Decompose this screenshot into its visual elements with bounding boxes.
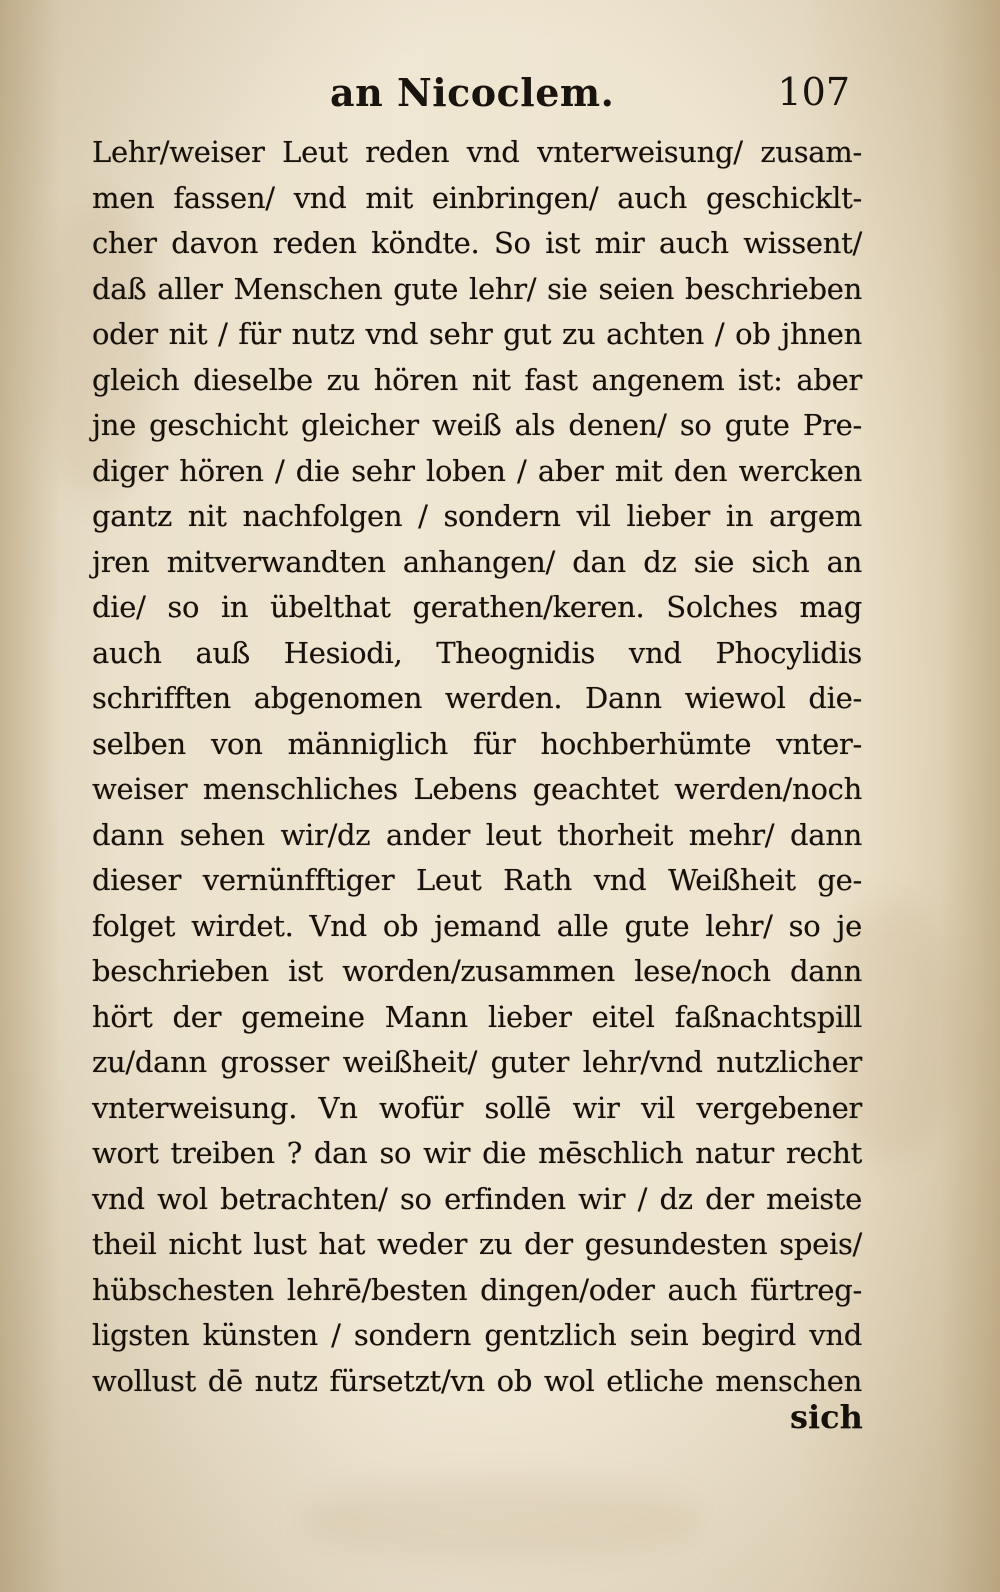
text-line: vnterweisung. Vn wofür sollē wir vil vergebener [92, 1090, 862, 1125]
text-line: Lehr/weiser Leut reden vnd vnterweisung/ zusam- [92, 135, 862, 169]
text-line: wort treiben ? dan so wir die mēschlich natur recht [92, 1136, 862, 1170]
text-line: zu/dann grosser weißheit/ guter lehr/vnd nutzlicher [92, 1045, 862, 1079]
text-line: diger hören / die sehr loben / aber mit den wercken [92, 453, 862, 488]
paper-stain [300, 1480, 700, 1560]
text-line: dann sehen wir/dz ander leut thorheit mehr/ dann [92, 817, 862, 852]
text-line: beschrieben ist worden/zusammen lese/noch dann [92, 954, 862, 988]
text-line: schrifften abgenomen werden. Dann wiewol die- [92, 681, 862, 715]
text-line: vnd wol betrachten/ so erfinden wir / dz der meiste [92, 1181, 862, 1216]
page-number: 107 [777, 70, 850, 114]
catchword: sich [790, 1398, 863, 1436]
text-line: theil nicht lust hat weder zu der gesundesten speis/ [92, 1227, 862, 1261]
page-header [0, 70, 1000, 130]
text-line: oder nit / für nutz vnd sehr gut zu achten / ob jhnen [92, 317, 862, 351]
text-line: weiser menschliches Lebens geachtet werden/noch [92, 772, 862, 806]
text-line: men fassen/ vnd mit einbringen/ auch geschicklt- [92, 180, 862, 215]
text-line: daß aller Menschen gute lehr/ sie seien beschrieben [92, 271, 862, 306]
text-line: hübschesten lehrē/besten dingen/oder auch fürtreg- [92, 1272, 862, 1307]
text-line: hört der gemeine Mann lieber eitel faßnachtspill [92, 999, 862, 1034]
text-line: ligsten künsten / sondern gentzlich sein begird vnd [92, 1318, 862, 1352]
text-line: dieser vernünfftiger Leut Rath vnd Weißheit ge- [92, 863, 862, 897]
text-line: selben von männiglich für hochberhümte vnter- [92, 726, 862, 761]
text-line: wollust dē nutz fürsetzt/vn ob wol etliche menschen [92, 1363, 862, 1398]
running-title: an Nicoclem. [330, 70, 615, 115]
body-text [92, 130, 862, 1404]
text-line: jne geschicht gleicher weiß als denen/ so gute Pre- [92, 408, 862, 442]
text-line: gleich dieselbe zu hören nit fast angenem ist: aber [92, 362, 862, 397]
text-line: folget wirdet. Vnd ob jemand alle gute lehr/ so je [92, 908, 862, 943]
text-line: gantz nit nachfolgen / sondern vil lieber in argem [92, 499, 862, 533]
text-line: jren mitverwandten anhangen/ dan dz sie sich an [92, 544, 862, 579]
text-line: die/ so in übelthat gerathen/keren. Solches mag [92, 590, 862, 624]
text-line: auch auß Hesiodi, Theognidis vnd Phocylidis [92, 635, 862, 670]
text-line: cher davon reden köndte. So ist mir auch wissent/ [92, 226, 862, 260]
